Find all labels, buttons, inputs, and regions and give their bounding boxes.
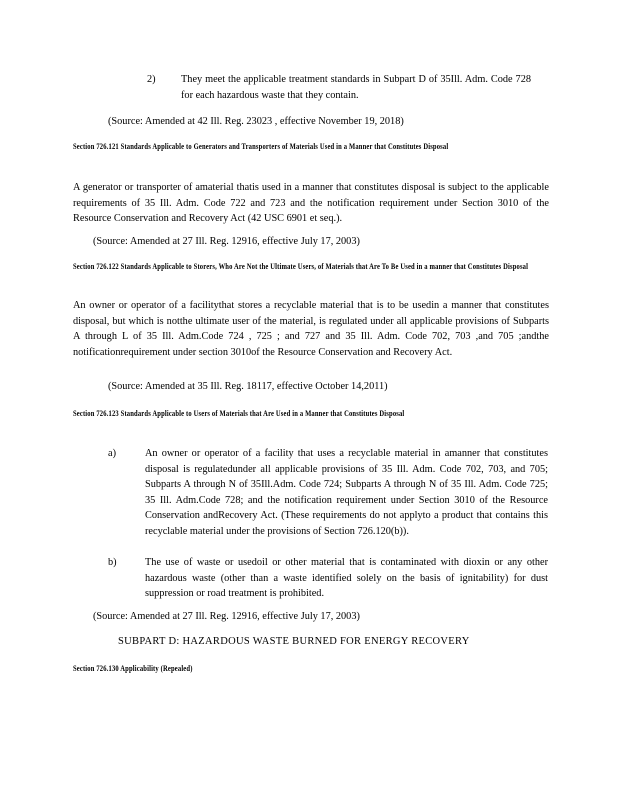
section-726-121-source: (Source: Amended at 27 Ill. Reg. 12916, effective July 17, 2003)	[93, 236, 360, 247]
section-726-121-body: A generator or transporter of amaterial thatis used in a manner that constitutes disposal is subject to the applicable requirements of 35 Ill. Adm. Code 722 and 723 and the notification requirement under Section 3010 of the Resource Conservation and Recovery Act (42 USC 6901 et seq.).	[73, 182, 549, 224]
item-b-text: The use of waste or usedoil or other material that is contaminated with dioxin or any other hazardous waste (other than a waste identified solely on the basis of ignitability) for dust suppression or road treatment is prohibited.	[145, 557, 548, 599]
item-2-marker: 2)	[147, 74, 156, 85]
section-726-123-heading: Section 726.123 Standards Applicable to Users of Materials that Are Used in a Manner that Constitutes Disposal	[73, 409, 405, 418]
item-a-marker: a)	[108, 448, 116, 459]
section-726-122-body: An owner or operator of a facilitythat stores a recyclable material that is to be usedin a manner that constitutes disposal, but which is notthe ultimate user of the material, is regulated under all applicable provisions of Subparts A through L of 35 Ill. Adm.Code 724 , 725 ; and 727 and 35 Ill. Adm. Code 702, 703 ,and 705 ;andthe notificationrequirement under section 3010of the Resource Conservation and Recovery Act.	[73, 300, 549, 358]
section-726-130-heading: Section 726.130 Applicability (Repealed)	[73, 664, 193, 673]
item-a-text: An owner or operator of a facility that uses a recyclable material in amanner that constitutes disposal is regulatedunder all applicable provisions of 35 Ill. Adm. Code 702, 703, and 705; Subparts A through N of 35Ill.Adm. Code 724; Subparts A through N of 35 Ill. Adm. Code 725; 35 Ill. Adm.Code 728; and the notification requirement under Section 3010 of the Resource Conservation andRecovery Act. (These requirements do not applyto a product that contains this recyclable material under the provisions of Section 726.120(b)).	[145, 448, 548, 537]
section-726-121-heading: Section 726.121 Standards Applicable to Generators and Transporters of Materials Used in a Manner that Constitutes Disposal	[73, 142, 449, 151]
item-b-marker: b)	[108, 557, 117, 568]
section-726-122-source: (Source: Amended at 35 Ill. Reg. 18117, effective October 14,2011)	[108, 381, 388, 392]
item-2-text: They meet the applicable treatment standards in Subpart D of 35Ill. Adm. Code 728 for each hazardous waste that they contain.	[181, 74, 531, 101]
source-note: (Source: Amended at 42 Ill. Reg. 23023 , effective November 19, 2018)	[108, 116, 404, 127]
section-726-123-source: (Source: Amended at 27 Ill. Reg. 12916, effective July 17, 2003)	[93, 611, 360, 622]
subpart-d-title: SUBPART D: HAZARDOUS WASTE BURNED FOR ENERGY RECOVERY	[118, 636, 470, 647]
section-726-122-heading: Section 726.122 Standards Applicable to Storers, Who Are Not the Ultimate Users, of Materials that Are To Be Used in a manner that Constitutes Disposal	[73, 262, 529, 271]
